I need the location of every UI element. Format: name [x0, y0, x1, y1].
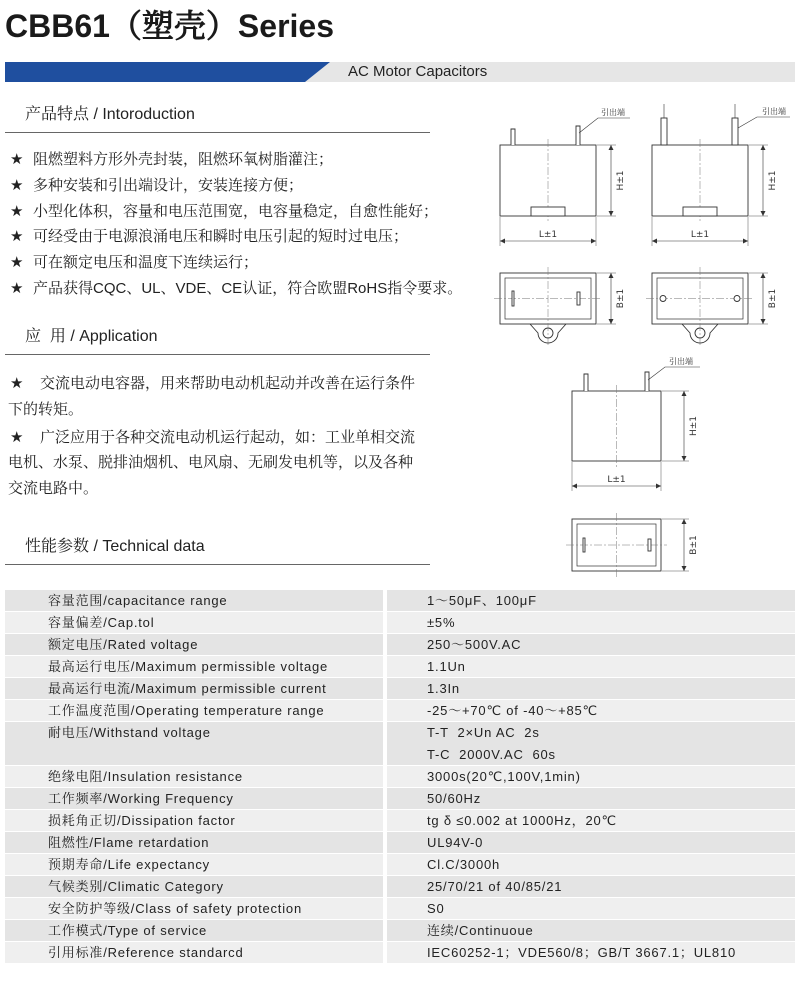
spec-value-line: ±5% [427, 615, 456, 630]
technical-heading: 性能参数 / Technical data [25, 538, 205, 555]
introduction-list-item [10, 199, 480, 225]
spec-value-line: 25/70/21 of 40/85/21 [427, 879, 563, 894]
table-row [5, 634, 795, 656]
spec-label: 损耗角正切/Dissipation factor [5, 810, 383, 832]
top-view-drawing-wire-leads [646, 267, 778, 346]
application-item-line [8, 397, 83, 423]
introduction-divider [5, 132, 430, 133]
height-label: H±1 [768, 170, 778, 191]
table-row [5, 612, 795, 634]
spec-value [387, 722, 795, 766]
top-view-drawing-tab-terminals [494, 267, 626, 346]
header-band [5, 62, 795, 82]
table-row [5, 942, 795, 964]
introduction-list-item [10, 173, 480, 199]
table-row [5, 722, 795, 766]
length-label: L±1 [690, 230, 710, 240]
bottom-tab [683, 207, 717, 216]
spec-value-line: 50/60Hz [427, 791, 482, 806]
page-title: CBB61（塑壳）Series [5, 8, 335, 44]
table-row [5, 854, 795, 876]
spec-label: 预期寿命/Life expectancy [5, 854, 383, 876]
lead-label: 引出端 [669, 357, 693, 366]
height-label: H±1 [616, 170, 626, 191]
spec-value-line: 1.1Un [427, 659, 466, 674]
spec-value [387, 854, 795, 876]
spec-label: 容量范围/capacitance range [5, 590, 383, 612]
spec-label: 容量偏差/Cap.tol [5, 612, 383, 634]
leader-line [648, 367, 700, 380]
terminal-left [583, 538, 585, 552]
spec-value-line: 250～500V.AC [427, 637, 522, 652]
introduction-item-text: 阻燃塑料方形外壳封装，阻燃环氧树脂灌注； [33, 151, 334, 168]
spec-label: 工作温度范围/Operating temperature range [5, 700, 383, 722]
bullet-star-icon: ★ [10, 151, 24, 168]
lead-hole-right [734, 296, 740, 302]
introduction-list-item [10, 276, 480, 302]
lead-hole-left [660, 296, 666, 302]
spec-value [387, 678, 795, 700]
spec-label: 绝缘电阻/Insulation resistance [5, 766, 383, 788]
bullet-star-icon: ★ [10, 202, 24, 220]
introduction-list-item [10, 147, 480, 173]
wire-sleeve-right [732, 118, 738, 145]
header-band-accent [5, 62, 330, 82]
application-item-line [8, 450, 413, 476]
spec-label: 耐电压/Withstand voltage [5, 722, 383, 766]
spec-label: 引用标准/Reference standarcd [5, 942, 383, 964]
side-view-drawing-tab-terminals [500, 107, 630, 246]
table-row [5, 788, 795, 810]
spec-value [387, 810, 795, 832]
height-label: H±1 [689, 415, 699, 437]
side-view-drawing-no-tab [572, 356, 700, 491]
application-item-line [8, 476, 98, 502]
spec-value [387, 876, 795, 898]
width-label: B±1 [616, 288, 626, 309]
technical-divider [5, 564, 430, 565]
header-subtitle: AC Motor Capacitors [348, 63, 488, 80]
spec-value-line: T-T 2×Un AC 2s [427, 725, 540, 740]
spec-value-line: 3000s(20℃,100V,1min) [427, 769, 581, 784]
spec-value [387, 920, 795, 942]
table-row [5, 920, 795, 942]
width-label: B±1 [689, 535, 699, 555]
lead-label: 引出端 [762, 107, 786, 116]
introduction-item-text: 产品获得CQC、UL、VDE、CE认证，符合欧盟RoHS指令要求。 [33, 279, 463, 297]
spec-value [387, 656, 795, 678]
application-heading: 应 用 / Application [25, 328, 158, 345]
application-divider [5, 354, 430, 355]
terminal-right [645, 372, 649, 391]
bullet-star-icon: ★ [10, 254, 24, 272]
terminal-right [576, 126, 580, 145]
spec-value [387, 898, 795, 920]
table-row [5, 876, 795, 898]
application-text: 交流电动电容器，用来帮助电动机起动并改善在运行条件 [40, 375, 416, 392]
introduction-heading: 产品特点 / Intoroduction [25, 106, 195, 123]
spec-label: 安全防护等级/Class of safety protection [5, 898, 383, 920]
introduction-list [10, 147, 480, 302]
table-row [5, 766, 795, 788]
spec-value [387, 832, 795, 854]
table-row [5, 898, 795, 920]
terminal-right [648, 539, 651, 551]
spec-value-line: T-C 2000V.AC 60s [427, 747, 556, 762]
spec-value-line: Cl.C/3000h [427, 857, 501, 872]
wire-sleeve-left [661, 118, 667, 145]
spec-value [387, 942, 795, 964]
table-row [5, 700, 795, 722]
spec-label: 气候类别/Climatic Category [5, 876, 383, 898]
bullet-star-icon: ★ [10, 228, 24, 246]
table-row [5, 810, 795, 832]
length-label: L±1 [607, 475, 626, 485]
bullet-star-icon: ★ [10, 279, 24, 297]
table-row [5, 656, 795, 678]
spec-value-line: IEC60252-1；VDE560/8；GB/T 3667.1；UL810 [427, 945, 737, 960]
spec-label: 最高运行电流/Maximum permissible current [5, 678, 383, 700]
spec-value-line: UL94V-0 [427, 835, 484, 850]
lead-label: 引出端 [601, 108, 625, 117]
introduction-list-item [10, 250, 480, 276]
length-label: L±1 [538, 230, 558, 240]
spec-value-line: tg δ ≤0.002 at 1000Hz，20℃ [427, 813, 617, 828]
spec-label: 最高运行电压/Maximum permissible voltage [5, 656, 383, 678]
terminal-left [512, 291, 514, 306]
application-item-line [10, 425, 415, 451]
table-row [5, 678, 795, 700]
technical-data-table [5, 590, 795, 964]
leader-line [579, 118, 630, 133]
spec-value [387, 700, 795, 722]
spec-value-line: 连续/Continuoue [427, 923, 534, 938]
terminal-left [584, 374, 588, 391]
side-view-drawing-wire-leads [652, 104, 790, 246]
spec-value-line: 1.3In [427, 681, 460, 696]
spec-label: 额定电压/Rated voltage [5, 634, 383, 656]
spec-value [387, 788, 795, 810]
leader-line [738, 117, 790, 128]
introduction-list-item [10, 224, 480, 250]
spec-label: 阻燃性/Flame retardation [5, 832, 383, 854]
spec-label: 工作模式/Type of service [5, 920, 383, 942]
application-text: 交流电路中。 [8, 480, 99, 497]
bullet-star-icon: ★ [10, 176, 24, 194]
introduction-item-text: 可在额定电压和温度下连续运行； [33, 254, 259, 272]
application-text: 下的转矩。 [8, 401, 84, 418]
spec-value [387, 766, 795, 788]
introduction-item-text: 可经受由于电源浪涌电压和瞬时电压引起的短时过电压； [33, 228, 409, 246]
terminal-right [577, 292, 580, 305]
bullet-star-icon: ★ [10, 375, 24, 392]
spec-label: 工作频率/Working Frequency [5, 788, 383, 810]
application-text: 电机、水泵、脱排油烟机、电风扇、无刷发电机等，以及各种 [8, 454, 414, 471]
bottom-tab [531, 207, 565, 216]
bullet-star-icon: ★ [10, 429, 24, 446]
application-item-line [10, 371, 415, 397]
application-text: 广泛应用于各种交流电动机运行起动，如：工业单相交流 [40, 429, 416, 446]
terminal-left [511, 129, 515, 145]
width-label: B±1 [768, 288, 778, 309]
spec-value [387, 634, 795, 656]
spec-value [387, 612, 795, 634]
spec-value-line: -25～+70℃ of -40～+85℃ [427, 703, 598, 718]
introduction-item-text: 多种安装和引出端设计，安装连接方便； [33, 176, 304, 194]
table-row [5, 832, 795, 854]
capacitor-outline-drawings [480, 95, 800, 595]
introduction-item-text: 小型化体积，容量和电压范围宽，电容量稳定，自愈性能好； [33, 202, 439, 220]
spec-value-line: S0 [427, 901, 445, 916]
spec-value-line: 1～50μF、100μF [427, 593, 537, 608]
top-view-drawing-no-tab [566, 513, 699, 577]
